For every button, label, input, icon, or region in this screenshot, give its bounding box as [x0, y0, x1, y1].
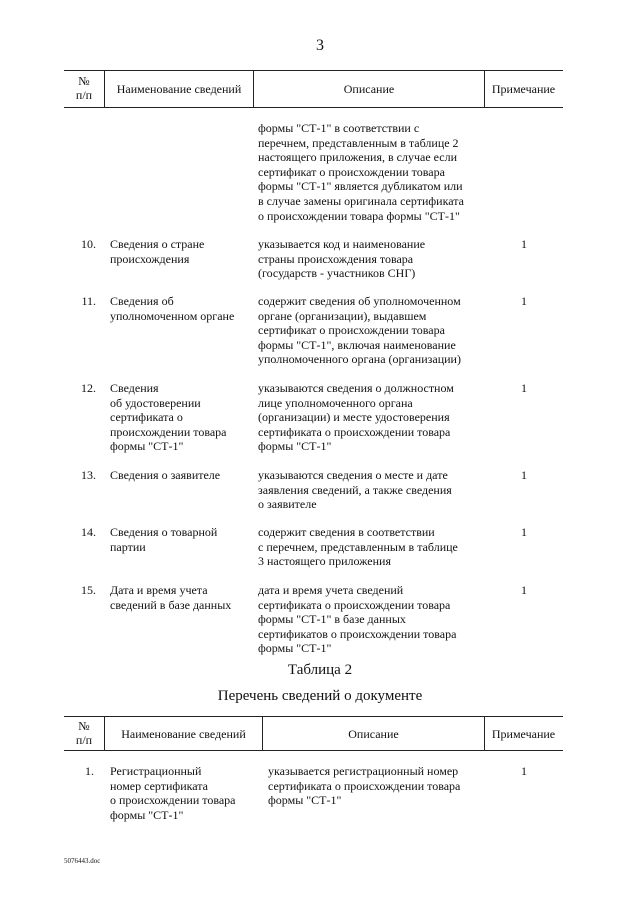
- table1-row-num: 13.: [81, 468, 96, 482]
- table1-row-name: Сведения об уполномоченном органе: [110, 294, 235, 323]
- table1-row-description: указываются сведения о должностном лице уполномоченного органа (организации) и месте удостоверения сертификата о происхождении товара формы "СТ-1": [258, 381, 454, 454]
- table2-label: Таблица 2: [287, 662, 353, 678]
- table1-row-note: 1: [521, 468, 527, 482]
- table1-row-num: 12.: [81, 381, 96, 395]
- table2-row-description: указывается регистрационный номер сертификата о происхождении товара формы "СТ-1": [268, 764, 461, 808]
- page-number: 3: [316, 37, 324, 54]
- table2-row-num: 1.: [85, 764, 94, 778]
- footer-filename: 5076443.doc: [64, 857, 101, 865]
- table1-continuation-text: формы "СТ-1" в соответствии с перечнем, представленным в таблице 2 настоящего приложения, в случае если сертификат о происхождении товара формы "СТ-1" является дубликатом или в случае замены оригинала сертификата о происхождении товара формы "СТ-1": [258, 121, 464, 223]
- table2-header-rule: [64, 750, 563, 751]
- table1-row-name: Сведения о заявителе: [110, 468, 221, 482]
- table1-row-note: 1: [521, 237, 527, 251]
- table1-row-name: Дата и время учета сведений в базе данных: [110, 583, 232, 612]
- table1-row-description: содержит сведения в соответствии с перечнем, представленным в таблице 3 настоящего приложения: [258, 525, 458, 569]
- table1-row-note: 1: [521, 294, 527, 308]
- table1-header-description: Описание: [343, 82, 395, 96]
- table1-row-name: Сведения об удостоверении сертификата о происхождении товара формы "СТ-1": [110, 381, 227, 454]
- table2-header-num: № п/п: [75, 719, 93, 747]
- table1-header-divider: [484, 70, 485, 107]
- table1-row-description: указываются сведения о месте и дате заявления сведений, а также сведения о заявителе: [258, 468, 452, 512]
- table1-row-name: Сведения о товарной партии: [110, 525, 218, 554]
- table1-row-num: 15.: [81, 583, 96, 597]
- table1-top-rule: [64, 70, 563, 71]
- table1-row-num: 10.: [81, 237, 96, 251]
- table2-header-description: Описание: [348, 727, 399, 741]
- table2-row-note: 1: [521, 764, 527, 778]
- table1-header-num: № п/п: [75, 74, 93, 102]
- table1-header-name: Наименование сведений: [116, 82, 242, 96]
- table1-header-rule: [64, 107, 563, 108]
- table1-row-description: дата и время учета сведений сертификата о происхождении товара формы "СТ-1" в базе данных сертификатов о происхождении товара формы "СТ-1": [258, 583, 457, 656]
- table2-title: Перечень сведений о документе: [217, 688, 423, 704]
- table1-header-divider: [104, 70, 105, 107]
- table1-row-num: 14.: [81, 525, 96, 539]
- table1-row-num: 11.: [81, 294, 96, 308]
- table1-header-note: Примечание: [491, 82, 556, 96]
- table1-row-note: 1: [521, 381, 527, 395]
- table1-header-divider: [253, 70, 254, 107]
- table1-row-description: содержит сведения об уполномоченном органе (организации), выдавшем сертификат о происхождении товара формы "СТ-1", включая наименование уполномоченного органа (организации): [258, 294, 461, 367]
- table2-top-rule: [64, 716, 563, 717]
- table2-header-name: Наименование сведений: [121, 727, 246, 741]
- table1-row-note: 1: [521, 525, 527, 539]
- table1-row-note: 1: [521, 583, 527, 597]
- table2-header-divider: [104, 716, 105, 750]
- table2-row-name: Регистрационный номер сертификата о происхождении товара формы "СТ-1": [110, 764, 236, 822]
- table1-row-description: указывается код и наименование страны происхождения товара (государств - участников СНГ): [258, 237, 426, 281]
- table1-row-name: Сведения о стране происхождения: [110, 237, 205, 266]
- table2-header-note: Примечание: [491, 727, 556, 741]
